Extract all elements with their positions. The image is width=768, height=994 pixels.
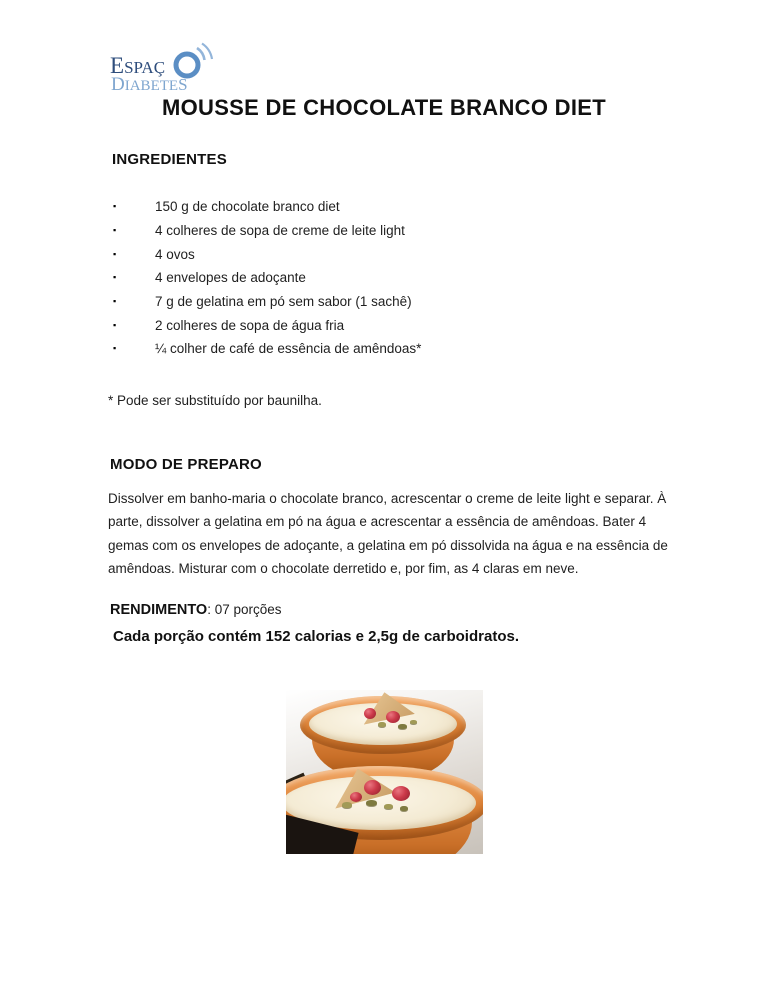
pistachio-bit [378, 722, 386, 727]
ingredient-item [113, 266, 421, 290]
logo-o-ring [176, 54, 198, 76]
raspberry [386, 711, 400, 723]
bullet-icon: ▪ [113, 225, 117, 236]
bullet-icon: ▪ [113, 343, 117, 354]
bullet-icon: ▪ [113, 201, 117, 212]
ingredient-item [113, 219, 421, 243]
ingredient-item [113, 290, 421, 314]
ingredient-text: 2 colheres de sopa de água fria [155, 317, 345, 333]
recipe-photo [286, 690, 483, 854]
pistachio-bit [384, 804, 393, 809]
ingredient-item [113, 195, 421, 219]
method-line: amêndoas. Misturar com o chocolate derretido e, por fim, as 4 claras em neve. [108, 560, 579, 576]
ingredient-item [113, 313, 421, 337]
ingredient-text: 4 envelopes de adoçante [155, 270, 306, 286]
ingredients-heading: INGREDIENTES [112, 151, 227, 168]
pistachio-bit [398, 724, 407, 729]
bullet-icon: ▪ [113, 296, 117, 307]
raspberry [364, 780, 381, 795]
pistachio-bit [410, 720, 417, 724]
bullet-icon: ▪ [113, 272, 117, 283]
espaco-diabetes-logo [108, 42, 228, 94]
method-line: gemas com os envelopes de adoçante, a gelatina em pó dissolvida na água e na essência de [108, 537, 668, 553]
method-heading: MODO DE PREPARO [110, 456, 262, 473]
ingredient-text: 150 g de chocolate branco diet [155, 199, 340, 215]
ingredients-list [113, 195, 421, 361]
bullet-icon: ▪ [113, 248, 117, 259]
method-paragraph [108, 487, 668, 580]
ingredient-text: 7 g de gelatina em pó sem sabor (1 sachê) [155, 294, 412, 310]
pistachio-bit [366, 800, 377, 806]
ingredient-text: 4 ovos [155, 246, 195, 262]
raspberry [392, 786, 410, 801]
yield-line [110, 602, 282, 618]
method-line: parte, dissolver a gelatina em pó na água e acrescentar a essência de amêndoas. Bater 4 [108, 514, 647, 530]
logo-graphic [108, 42, 228, 94]
logo-word-espaco: ESPAÇ [110, 53, 166, 78]
ingredient-text: 4 colheres de sopa de creme de leite light [155, 223, 405, 239]
method-line: Dissolver em banho-maria o chocolate branco, acrescentar o creme de leite light e separar. À [108, 491, 667, 506]
pistachio-bit [400, 806, 408, 811]
raspberry [364, 708, 376, 719]
yield-label: RENDIMENTO [110, 602, 208, 618]
ingredient-text: ¼ colher de café de essência de amêndoas* [155, 341, 422, 357]
page-title: MOUSSE DE CHOCOLATE BRANCO DIET [161, 95, 606, 120]
ingredient-item [113, 242, 421, 266]
raspberry [350, 792, 362, 802]
substitution-footnote: * Pode ser substituído por baunilha. [108, 393, 322, 408]
logo-word-diabetes: DIABETES [111, 74, 188, 94]
ingredient-item [113, 337, 421, 361]
bullet-icon: ▪ [113, 319, 117, 330]
nutrition-line: Cada porção contém 152 calorias e 2,5g de carboidratos. [113, 628, 519, 645]
pistachio-bit [342, 802, 352, 808]
yield-value: : 07 porções [207, 602, 282, 617]
